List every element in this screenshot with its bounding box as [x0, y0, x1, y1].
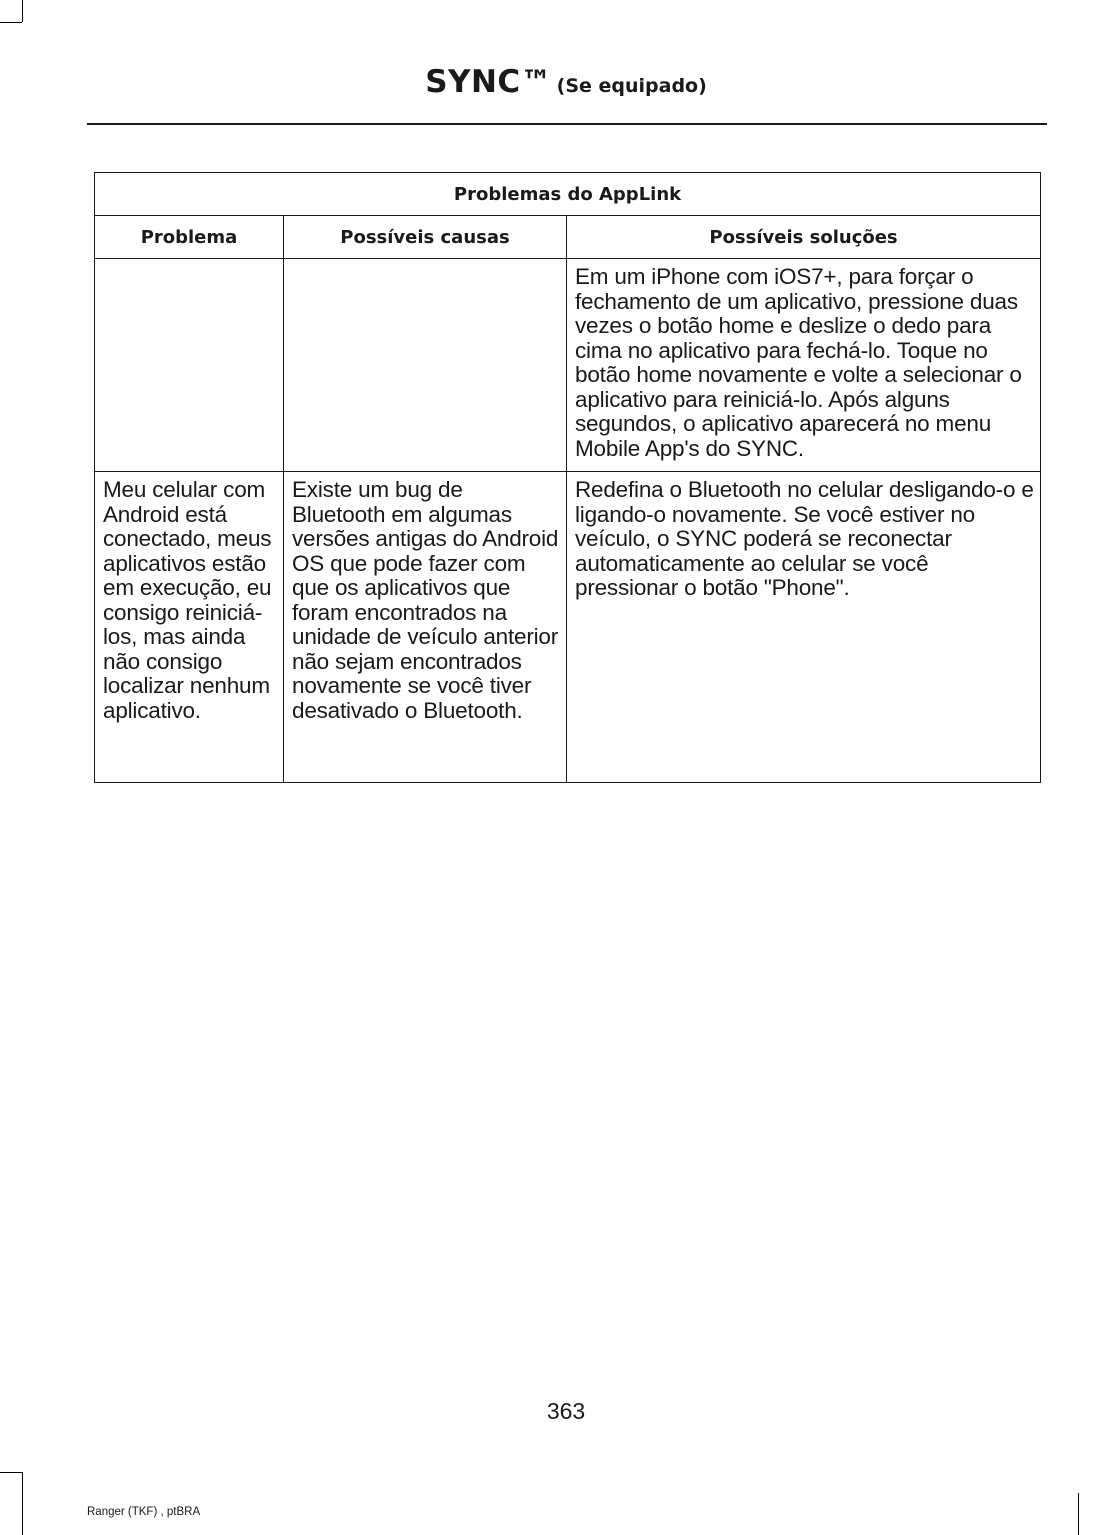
column-header-solutions: Possíveis soluções	[567, 216, 1041, 259]
column-header-problem: Problema	[95, 216, 284, 259]
crop-mark	[22, 0, 23, 22]
table-row	[95, 259, 1041, 472]
page-header	[0, 64, 1102, 100]
page-number: 363	[546, 1398, 586, 1424]
header-title: SYNC™	[425, 64, 553, 100]
header-subtitle: (Se equipado)	[556, 75, 707, 97]
table-caption: Problemas do AppLink	[95, 173, 1041, 216]
solution-cell: Redefina o Bluetooth no celular desligando-o e ligando-o novamente. Se você estiver no veículo, o SYNC poderá se reconectar automaticamente ao celular se você pressionar o botão "Phone".	[567, 472, 1041, 783]
problem-cell	[95, 259, 284, 472]
footer-label: Ranger (TKF) , ptBRA	[87, 1506, 201, 1518]
problem-cell: Meu celular com Android está conectado, meus aplicativos estão em execução, eu consigo reiniciá-los, mas ainda não consigo localizar nenhum aplicativo.	[95, 472, 284, 783]
cause-cell	[284, 259, 567, 472]
solution-cell: Em um iPhone com iOS7+, para forçar o fechamento de um aplicativo, pressione duas vezes o botão home e deslize o dedo para cima no aplicativo para fechá-lo. Toque no botão home novamente e volte a selecionar o aplicativo para reiniciá-lo. Após alguns segundos, o aplicativo aparecerá no menu Mobile App's do SYNC.	[567, 259, 1041, 472]
crop-mark	[0, 1472, 22, 1473]
applink-problems-table	[94, 172, 1041, 783]
table-row	[95, 472, 1041, 783]
crop-mark	[1078, 1493, 1079, 1535]
crop-mark	[0, 22, 22, 23]
column-header-causes: Possíveis causas	[284, 216, 567, 259]
crop-mark	[22, 1472, 23, 1535]
cause-cell: Existe um bug de Bluetooth em algumas versões antigas do Android OS que pode fazer com que os aplicativos que foram encontrados na unidade de veículo anterior não sejam encontrados novamente se você tiver desativado o Bluetooth.	[284, 472, 567, 783]
header-divider	[87, 123, 1047, 125]
